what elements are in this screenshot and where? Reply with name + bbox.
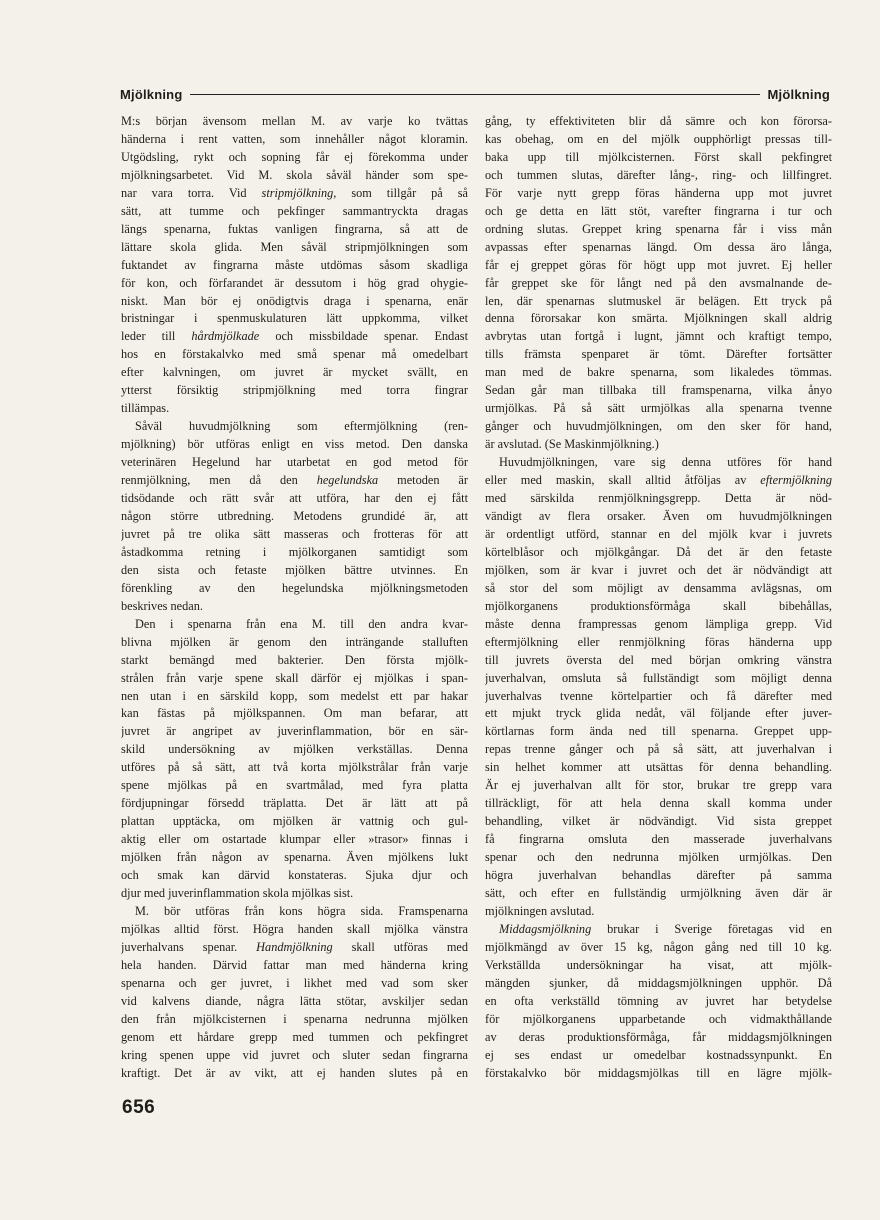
text-line: juverhalvan, omsluta så fullständigt som möjligt denna [485, 670, 832, 685]
text-line: spenar och den nedrunna mjölken urmjölkas. Den [485, 850, 832, 865]
text-line: vändigt av flera orsaker. Även om huvudmjölkningen [485, 508, 832, 523]
text-line: längs spenarna, fuktas vanligen fingrarna, så att de [121, 221, 468, 236]
text-line: mjölkas alltid först. Högra handen skall mjölka vänstra [121, 921, 468, 936]
text-line: juvret är angripet av juverinflammation, bör en sär- [121, 724, 468, 739]
text-line: mjölkmängd av över 15 kg, någon gång ned till 10 kg. [485, 939, 832, 954]
text-line: gånger och huvudmjölkningen, om den sker för hand, [485, 419, 832, 434]
text-line: Utgödsling, rykt och sopning får ej förekomma under [121, 149, 468, 164]
text-line: för mjölkorganens upparbetande och vidmakthållande [485, 1011, 832, 1026]
text-column-left [121, 113, 468, 1082]
text-column-right [485, 113, 832, 1082]
text-line: kring spenen uppe vid juvret och sluter sedan fingrarna [121, 1047, 468, 1062]
text-line: och ge detta en lätt stöt, varefter fingrarna i tur och [485, 203, 832, 218]
text-line: avpassas efter spenarnas längd. Om dessa äro långa, [485, 239, 832, 254]
text-line: starkt bemängd med bakterier. Den första mjölk- [121, 652, 468, 667]
text-line: Huvudmjölkningen, vare sig denna utföres för hand [499, 455, 832, 470]
text-line: hela handen. Därvid fattar man med händerna kring [121, 957, 468, 972]
text-line: av deras produktionsförmåga, får middagsmjölkningen [485, 1029, 832, 1044]
text-line: den från mjölkcisternen i spenarna nedrunna mjölken [121, 1011, 468, 1026]
text-line: mängden sjunker, då middagsmjölkningen upphör. Då [485, 975, 832, 990]
text-line: mjölkningen avslutad. [485, 903, 595, 918]
text-line: leder till hårdmjölkade och missbildade spenar. Endast [121, 329, 468, 344]
text-line: skild undersökning av mjölken verkställas. Denna [121, 742, 468, 757]
text-line: sin helhet kommer att utsättas för denna behandling. [485, 760, 832, 775]
text-line: Verkställda undersökningar ha visat, att mjölk- [485, 957, 832, 972]
text-line: djur med juverinflammation skola mjölkas sist. [121, 885, 354, 900]
text-line: någon större utbredning. Metodens grundidé är, att [121, 508, 468, 523]
text-line: mjölken, som är kvar i juvret och det är nödvändigt att [485, 562, 832, 577]
text-line: urmjölkas. På så sätt urmjölkas alla spenarna tvenne [485, 401, 832, 416]
text-line: beskrives nedan. [121, 598, 203, 613]
page-number: 656 [122, 1097, 156, 1118]
text-line: mjölkorganens produktionsförmåga skall bibehållas, [485, 598, 832, 613]
text-line: kraftigt. Det är av vikt, att ej handen slutes på en [121, 1065, 468, 1080]
text-line: nar vara torra. Vid stripmjölkning, som tillgår på så [121, 185, 468, 200]
text-line: är ordentligt utförd, stannar en del mjölk kvar i juvrets [485, 526, 832, 541]
text-line: körtelblåsor och mjölkgångar. Då det är den fetaste [485, 544, 832, 559]
text-line: få fingrarna omsluta den masserade juverhalvans [485, 832, 832, 847]
text-line: ej ses endast ur omedelbar kostnadssynpunkt. En [485, 1047, 832, 1062]
text-line: tills främsta spenparet är tömt. Därefter fortsätter [485, 347, 832, 362]
text-line: gång, ty effektiviteten blir då sämre och kon förorsa- [485, 114, 832, 128]
text-line: ordning slutas. Greppet kring spenarna får i viss mån [485, 221, 832, 236]
text-line: efter kalvningen, om juvret är mycket svällt, en [121, 365, 468, 380]
text-line: en ofta verkställd tömning av juvret har betydelse [485, 993, 832, 1008]
text-line: behandling, vilket är nödvändigt. Vid sista greppet [485, 814, 832, 829]
text-line: aktig eller om ostartade klumpar eller »trasor» finnas i [121, 832, 468, 847]
text-line: mjölkning) bör utföras enligt en viss metod. Den danska [121, 437, 468, 452]
text-line: högra juverhalvan behandlas därefter på samma [485, 868, 832, 883]
text-line: man med de bakre spenarna, som likaledes tömmas. [485, 365, 832, 380]
text-line: nen utan i en särskild kopp, som medelst ett par hakar [121, 688, 468, 703]
text-line: renmjölkning, men då den hegelundska metoden är [121, 473, 468, 488]
text-line: avbrytas utan fortgå i lugnt, jämnt och kraftigt tempo, [485, 329, 832, 344]
text-line: måste denna frampressas genom lämpliga grepp. Vid [485, 616, 832, 631]
text-line: vid kalvens diande, några lätta stötar, avskiljer sedan [121, 993, 468, 1008]
text-line: hos en förstakalvko med små spenar må omedelbart [121, 347, 468, 362]
text-line: Middagsmjölkning brukar i Sverige företagas vid en [499, 921, 832, 936]
text-line: niskt. Man bör ej onödigtvis draga i spenarna, enär [121, 293, 468, 308]
text-line: len, där spenarnas slutmuskel är belägen. Ett tryck på [485, 293, 832, 308]
text-line: baka upp till mjölkcisternen. Först skall pekfingret [485, 149, 832, 164]
text-line: Är ej juverhalvan allt för stor, brukar tre grepp vara [485, 778, 832, 793]
text-line: tillräckligt, för att hela denna skall komma under [485, 796, 832, 811]
text-line: ytterst försiktig stripmjölkning med torra fingrar [121, 383, 468, 398]
text-line: blivna mjölken är genom den inträngande stalluften [121, 634, 468, 649]
text-line: åstadkomma retning i mjölkorganen samtidigt som [121, 544, 468, 559]
text-line: får ej greppet göras för högt upp mot juvret. Ej heller [485, 257, 832, 272]
text-line: juvret på tre olika sätt masseras och frotteras för att [121, 526, 468, 541]
text-line: tidsödande och rätt svår att utföra, har den ej fått [121, 491, 468, 506]
text-line: lättare skola glida. Men såväl stripmjölkningen som [121, 239, 468, 254]
text-line: förstakalvko bör middagsmjölkas till en lägre mjölk- [485, 1065, 832, 1080]
text-line: mjölkningsarbetet. Vid M. skola såväl händer som spe- [121, 167, 468, 182]
text-line: tillämpas. [121, 401, 170, 416]
text-line: spenarna och ger juvret, i likhet med vad som sker [121, 975, 468, 990]
text-line: är avslutad. (Se Maskinmjölkning.) [485, 437, 659, 452]
text-line: händerna i rent vatten, som innehåller något kloramin. [121, 131, 468, 146]
text-line: körtlarnas form ända ned till spenarna. Greppet upp- [485, 724, 832, 739]
text-line: fördjupningar försedd träplatta. Det är lätt att på [121, 796, 468, 811]
text-line: till juvrets översta del med början omkring vänstra [485, 652, 832, 667]
text-line: Såväl huvudmjölkning som eftermjölkning (ren- [135, 419, 468, 434]
text-line: mjölken från någon av spenarna. Även mjölkens lukt [121, 850, 468, 865]
text-line: utföres på så sätt, att två korta mjölkstrålar från varje [121, 760, 468, 775]
text-line: och tummen slutas, därefter lång-, ring- och lillfingret. [485, 167, 832, 182]
text-line: För varje nytt grepp föras händerna upp mot juvret [485, 185, 832, 200]
text-line: juverhalvans spenar. Handmjölkning skall utföras med [121, 939, 468, 954]
text-line: förenkling av den hegelundska mjölkningsmetoden [121, 580, 468, 595]
text-line: eftermjölkning eller renmjölkning föras händerna upp [485, 634, 832, 649]
text-line: strålen från varje spene skall därför ej mjölkas i span- [121, 670, 468, 685]
text-line: M:s början ävensom mellan M. av varje ko tvättas [121, 114, 468, 128]
text-line: så stor del som möjligt av densamma avlägsnas, om [485, 580, 832, 595]
text-line: sätt, att tumme och pekfinger sammantryckta dragas [121, 203, 468, 218]
text-line: sätt, och efter en fullständig urmjölkning även där är [485, 885, 832, 900]
text-line: juverhalvas tvenne körtelpartier och få därefter med [485, 688, 832, 703]
text-line: kan fästas på mjölkspannen. Om man befarar, att [121, 706, 468, 721]
text-line: och smak kan därvid konstateras. Sjuka djur och [121, 868, 468, 883]
text-line: plattan upptäcka, om mjölken är vattnig och gul- [121, 814, 468, 829]
text-line: repas trenne gånger och på så sätt, att juverhalvan i [485, 742, 832, 757]
header-title-left: Mjölkning [120, 86, 183, 102]
text-line: fuktandet av fingrarna måste utdömas såsom skadliga [121, 257, 468, 272]
text-line: eller med maskin, skall alltid åtföljas av eftermjölkning [485, 473, 832, 488]
text-line: för kon, och förfarandet är dessutom i hög grad ohygie- [121, 275, 468, 290]
text-line: får greppet ske för långt ned på den avsmalnande de- [485, 275, 832, 290]
text-line: genom ett hårdare grepp med tummen och pekfingret [121, 1029, 468, 1044]
text-line: kas obehag, om en del mjölk oupphörligt pressas till- [485, 131, 832, 146]
text-line: spene mjölkas på en svartmålad, med fyra platta [121, 778, 468, 793]
text-line: M. bör utföras från kons högra sida. Framspenarna [135, 903, 468, 918]
text-line: Sedan går man tillbaka till framspenarna, vilka ånyo [485, 383, 832, 398]
running-header [120, 84, 830, 104]
text-line: Den i spenarna från ena M. till den andra kvar- [135, 616, 468, 631]
text-line: denna förorsakar kon smärta. Mjölkningen skall aldrig [485, 311, 832, 326]
text-line: veterinären Hegelund har utarbetat en god metod för [121, 455, 468, 470]
text-line: den sista och fetaste mjölken bättre utvinnes. En [121, 562, 468, 577]
text-line: bristningar i spenmuskulaturen lätt uppkomma, vilket [121, 311, 468, 326]
header-rule [190, 94, 759, 95]
header-title-right: Mjölkning [767, 86, 830, 102]
text-line: ett mjukt tryck glida nedåt, väl följande efter juver- [485, 706, 832, 721]
text-line: med särskilda renmjölkningsgrepp. Detta är nöd- [485, 491, 832, 506]
